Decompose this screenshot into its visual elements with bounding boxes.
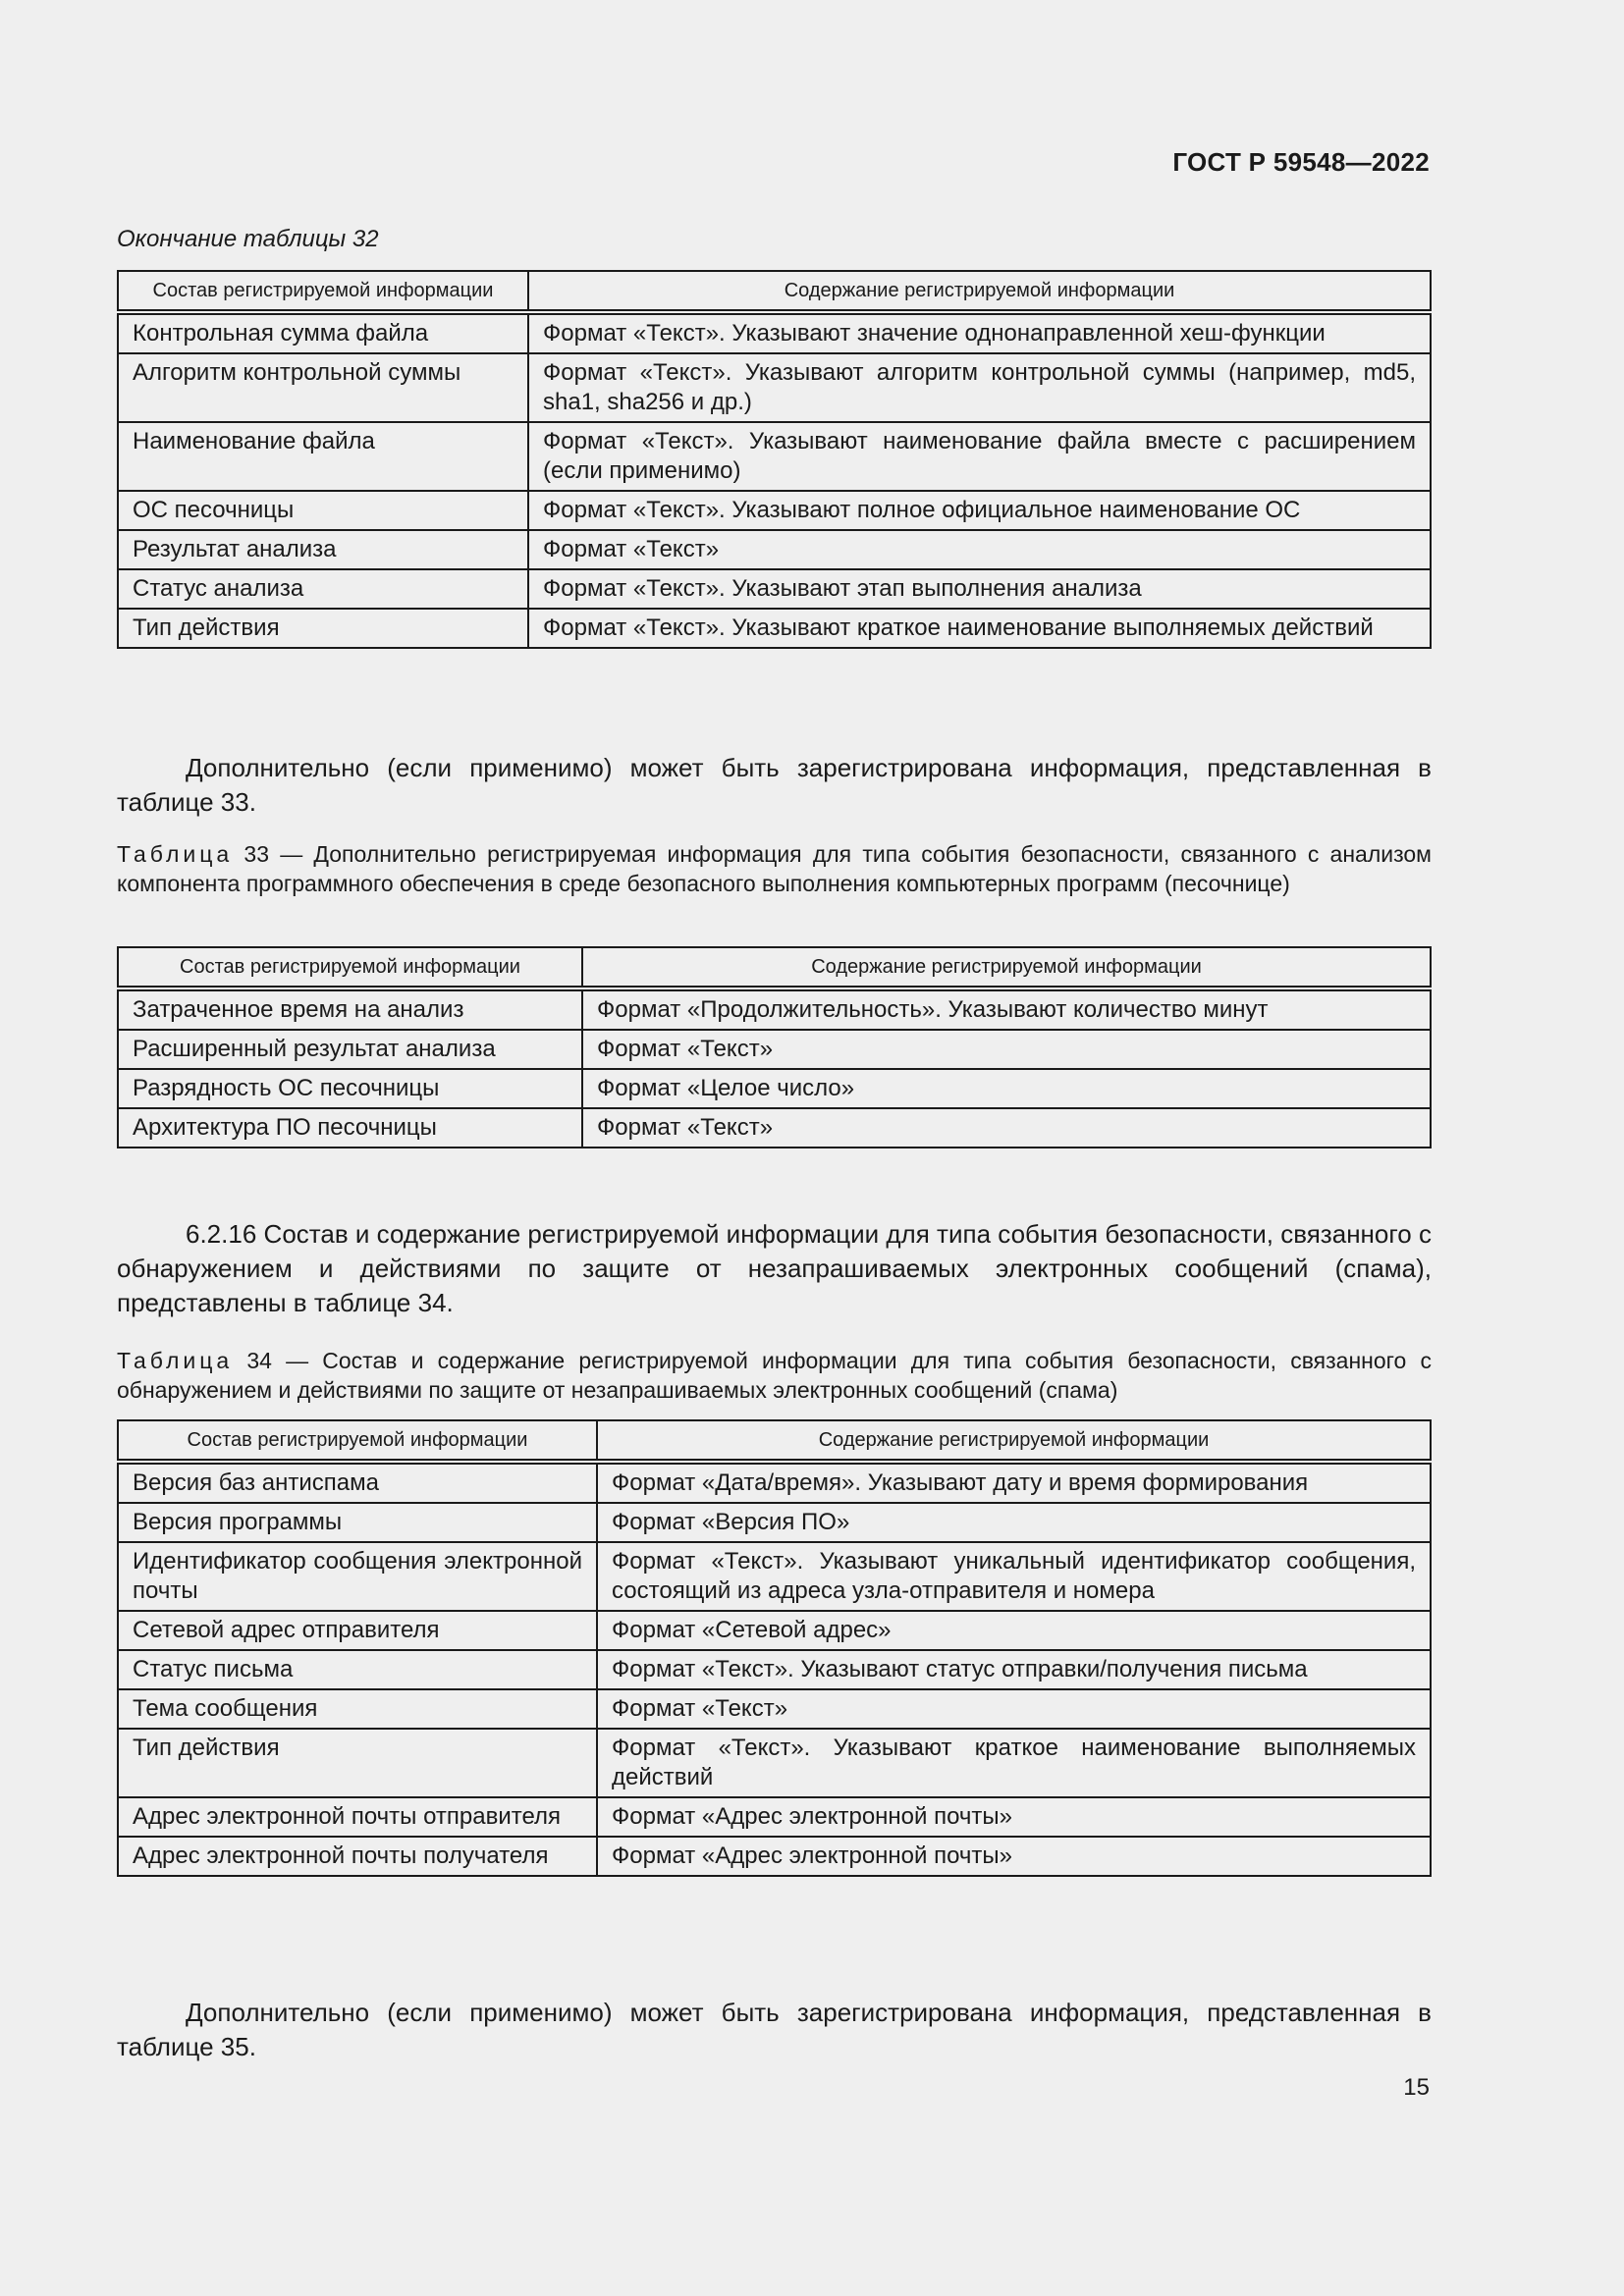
table-cell: Результат анализа [118,530,528,569]
table-header-row [118,271,1431,312]
table-cell: Тип действия [118,1729,597,1797]
table-cell: Формат «Текст» [582,1108,1431,1148]
column-header: Состав регистрируемой информации [118,1420,597,1462]
table-cell: Формат «Версия ПО» [597,1503,1431,1542]
table-cell: Расширенный результат анализа [118,1030,582,1069]
table-caption-text: 33 — Дополнительно регистрируемая информация для типа события безопасности, связанного с анализом компонента программного обеспечения в среде безопасного выполнения компьютерных программ (песочнице) [117,841,1432,896]
table-cell: Формат «Текст». Указывают значение однонаправленной хеш-функции [528,312,1431,353]
column-header: Состав регистрируемой информации [118,271,528,312]
table-cell: Формат «Текст». Указывают уникальный идентификатор сообщения, состоящий из адреса узла-отправителя и номера [597,1542,1431,1611]
table-row [118,988,1431,1030]
table-cell: Формат «Текст» [597,1689,1431,1729]
document-id-header: ГОСТ Р 59548—2022 [1172,147,1430,177]
table-34-caption [117,1346,1432,1405]
table-row [118,491,1431,530]
table-cell: Сетевой адрес отправителя [118,1611,597,1650]
paragraph: Дополнительно (если применимо) может быть зарегистрирована информация, представленная в таблице 35. [117,1998,1432,2061]
table-row [118,353,1431,422]
table-row [118,1797,1431,1837]
table-cell: Формат «Текст». Указывают алгоритм контрольной суммы (например, md5, sha1, sha256 и др.) [528,353,1431,422]
table-header-row [118,1420,1431,1462]
table-cell: Формат «Сетевой адрес» [597,1611,1431,1650]
table-cell: Формат «Текст». Указывают краткое наименование выполняемых действий [528,609,1431,648]
table-row [118,422,1431,491]
table-row [118,609,1431,648]
table-cell: Статус анализа [118,569,528,609]
table-row [118,1689,1431,1729]
table-row [118,1462,1431,1503]
table-cell: Формат «Текст» [528,530,1431,569]
table-cell: Формат «Дата/время». Указывают дату и время формирования [597,1462,1431,1503]
table-cell: Версия баз антиспама [118,1462,597,1503]
table-header-row [118,947,1431,988]
table-cell: Формат «Текст». Указывают наименование файла вместе с расширением (если применимо) [528,422,1431,491]
table-cell: Тип действия [118,609,528,648]
table-cell: Затраченное время на анализ [118,988,582,1030]
table-row [118,1650,1431,1689]
table-cell: Наименование файла [118,422,528,491]
table-row [118,1542,1431,1611]
table-cell: Адрес электронной почты отправителя [118,1797,597,1837]
column-header: Содержание регистрируемой информации [528,271,1431,312]
table-34 [117,1419,1432,1877]
table-cell: Контрольная сумма файла [118,312,528,353]
table-cell: Формат «Текст». Указывают статус отправки/получения письма [597,1650,1431,1689]
table-cell: Архитектура ПО песочницы [118,1108,582,1148]
table-32-end [117,270,1432,649]
table-cell: Разрядность ОС песочницы [118,1069,582,1108]
column-header: Содержание регистрируемой информации [597,1420,1431,1462]
table-row [118,530,1431,569]
table-cell: Статус письма [118,1650,597,1689]
page-number: 15 [1403,2074,1430,2101]
paragraph: Дополнительно (если применимо) может быть зарегистрирована информация, представленная в таблице 33. [117,753,1432,817]
table-cell: ОС песочницы [118,491,528,530]
table-33-caption [117,839,1432,898]
table-cell: Формат «Текст». Указывают краткое наименование выполняемых действий [597,1729,1431,1797]
table-cell: Формат «Текст». Указывают полное официальное наименование ОС [528,491,1431,530]
table-row [118,569,1431,609]
table-label: Таблица [117,1348,234,1373]
table-33 [117,946,1432,1148]
column-header: Содержание регистрируемой информации [582,947,1431,988]
table-continuation-caption: Окончание таблицы 32 [117,226,379,252]
table-row [118,1069,1431,1108]
table-row [118,1611,1431,1650]
table-cell: Алгоритм контрольной суммы [118,353,528,422]
table-cell: Формат «Текст». Указывают этап выполнения анализа [528,569,1431,609]
table-cell: Тема сообщения [118,1689,597,1729]
table-cell: Формат «Текст» [582,1030,1431,1069]
table-cell: Формат «Продолжительность». Указывают количество минут [582,988,1431,1030]
table-cell: Формат «Целое число» [582,1069,1431,1108]
table-cell: Идентификатор сообщения электронной почты [118,1542,597,1611]
table-row [118,312,1431,353]
paragraph-6-2-16: 6.2.16 Состав и содержание регистрируемой информации для типа события безопасности, связанного с обнаружением и действиями по защите от незапрашиваемых электронных сообщений (спама), представлены в таблице 34. [117,1219,1432,1317]
table-cell: Адрес электронной почты получателя [118,1837,597,1876]
table-row [118,1729,1431,1797]
table-row [118,1108,1431,1148]
table-label: Таблица [117,841,234,867]
table-row [118,1030,1431,1069]
table-cell: Версия программы [118,1503,597,1542]
table-row [118,1837,1431,1876]
table-cell: Формат «Адрес электронной почты» [597,1797,1431,1837]
table-row [118,1503,1431,1542]
table-cell: Формат «Адрес электронной почты» [597,1837,1431,1876]
column-header: Состав регистрируемой информации [118,947,582,988]
table-caption-text: 34 — Состав и содержание регистрируемой информации для типа события безопасности, связанного с обнаружением и действиями по защите от незапрашиваемых электронных сообщений (спама) [117,1348,1432,1403]
